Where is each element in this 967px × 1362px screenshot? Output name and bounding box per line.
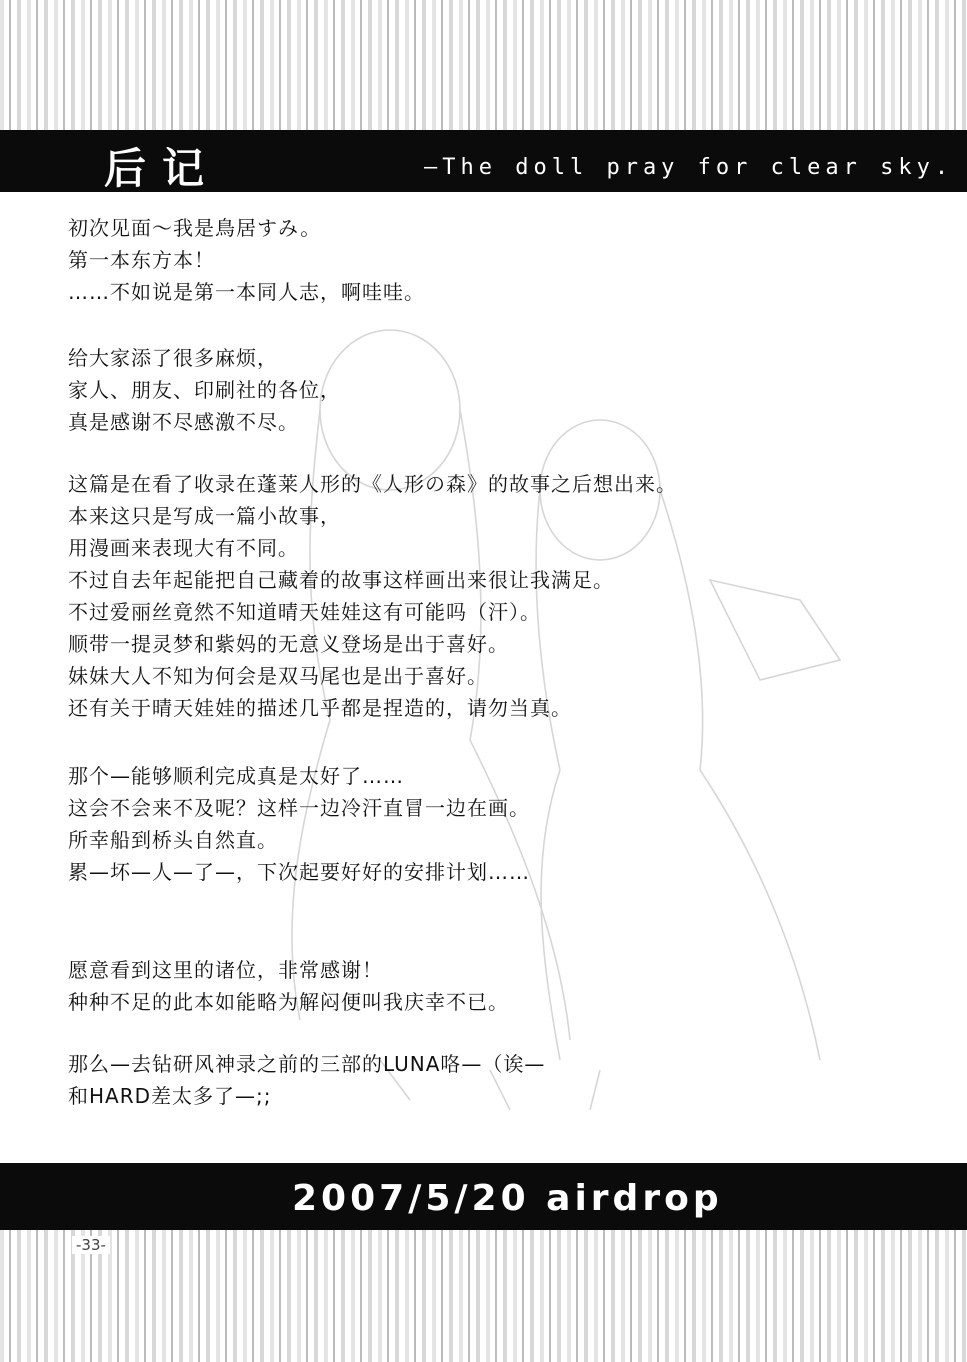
text-line: 本来这只是写成一篇小故事，	[68, 504, 341, 528]
text-line: 那个—能够顺利完成真是太好了……	[68, 764, 404, 788]
top-stripe-pattern	[0, 0, 967, 130]
paragraph-progress	[68, 760, 928, 888]
text-line: 愿意看到这里的诸位，非常感谢！	[68, 958, 383, 982]
paragraph-greeting	[68, 212, 928, 308]
text-line: 还有关于晴天娃娃的描述几乎都是捏造的，请勿当真。	[68, 696, 572, 720]
text-line: 不过自去年起能把自己藏着的故事这样画出来很让我满足。	[68, 568, 614, 592]
text-line: 不过爱丽丝竟然不知道晴天娃娃这有可能吗（汗）。	[68, 600, 541, 624]
text-line: 顺带一提灵梦和紫妈的无意义登场是出于喜好。	[68, 632, 509, 656]
text-line: 妹妹大人不知为何会是双马尾也是出于喜好。	[68, 664, 488, 688]
text-line: 家人、朋友、印刷社的各位，	[68, 378, 341, 402]
page-title: 后记	[104, 144, 221, 193]
text-line: 用漫画来表现大有不同。	[68, 536, 299, 560]
text-line: 种种不足的此本如能略为解闷便叫我庆幸不已。	[68, 990, 509, 1014]
text-line: 这篇是在看了收录在蓬莱人形的《人形の森》的故事之后想出来。	[68, 472, 677, 496]
text-line: 初次见面～我是鳥居すみ。	[68, 216, 322, 240]
paragraph-postscript	[68, 1048, 928, 1112]
text-line: 所幸船到桥头自然直。	[68, 828, 278, 852]
paragraph-thanks	[68, 342, 928, 438]
text-line: ……不如说是第一本同人志，啊哇哇。	[68, 280, 425, 304]
text-line: 和HARD差太多了—;;	[68, 1084, 272, 1108]
text-line: 真是感谢不尽感激不尽。	[68, 410, 299, 434]
paragraph-closing	[68, 954, 928, 1018]
text-line: 那么—去钻研风神录之前的三部的LUNA咯—（诶—	[68, 1052, 546, 1076]
text-line: 第一本东方本！	[68, 248, 215, 272]
text-line: 这会不会来不及呢？这样一边冷汗直冒一边在画。	[68, 796, 530, 820]
paragraph-story	[68, 468, 928, 724]
text-line: 给大家添了很多麻烦，	[68, 346, 278, 370]
colophon-date-circle: 2007/5/20 airdrop	[292, 1178, 723, 1219]
page-subtitle: —The doll pray for clear sky.	[424, 155, 954, 180]
page-number: -33-	[72, 1236, 110, 1254]
text-line: 累—坏—人—了—，下次起要好好的安排计划……	[68, 860, 530, 884]
bottom-stripe-pattern	[0, 1230, 967, 1362]
